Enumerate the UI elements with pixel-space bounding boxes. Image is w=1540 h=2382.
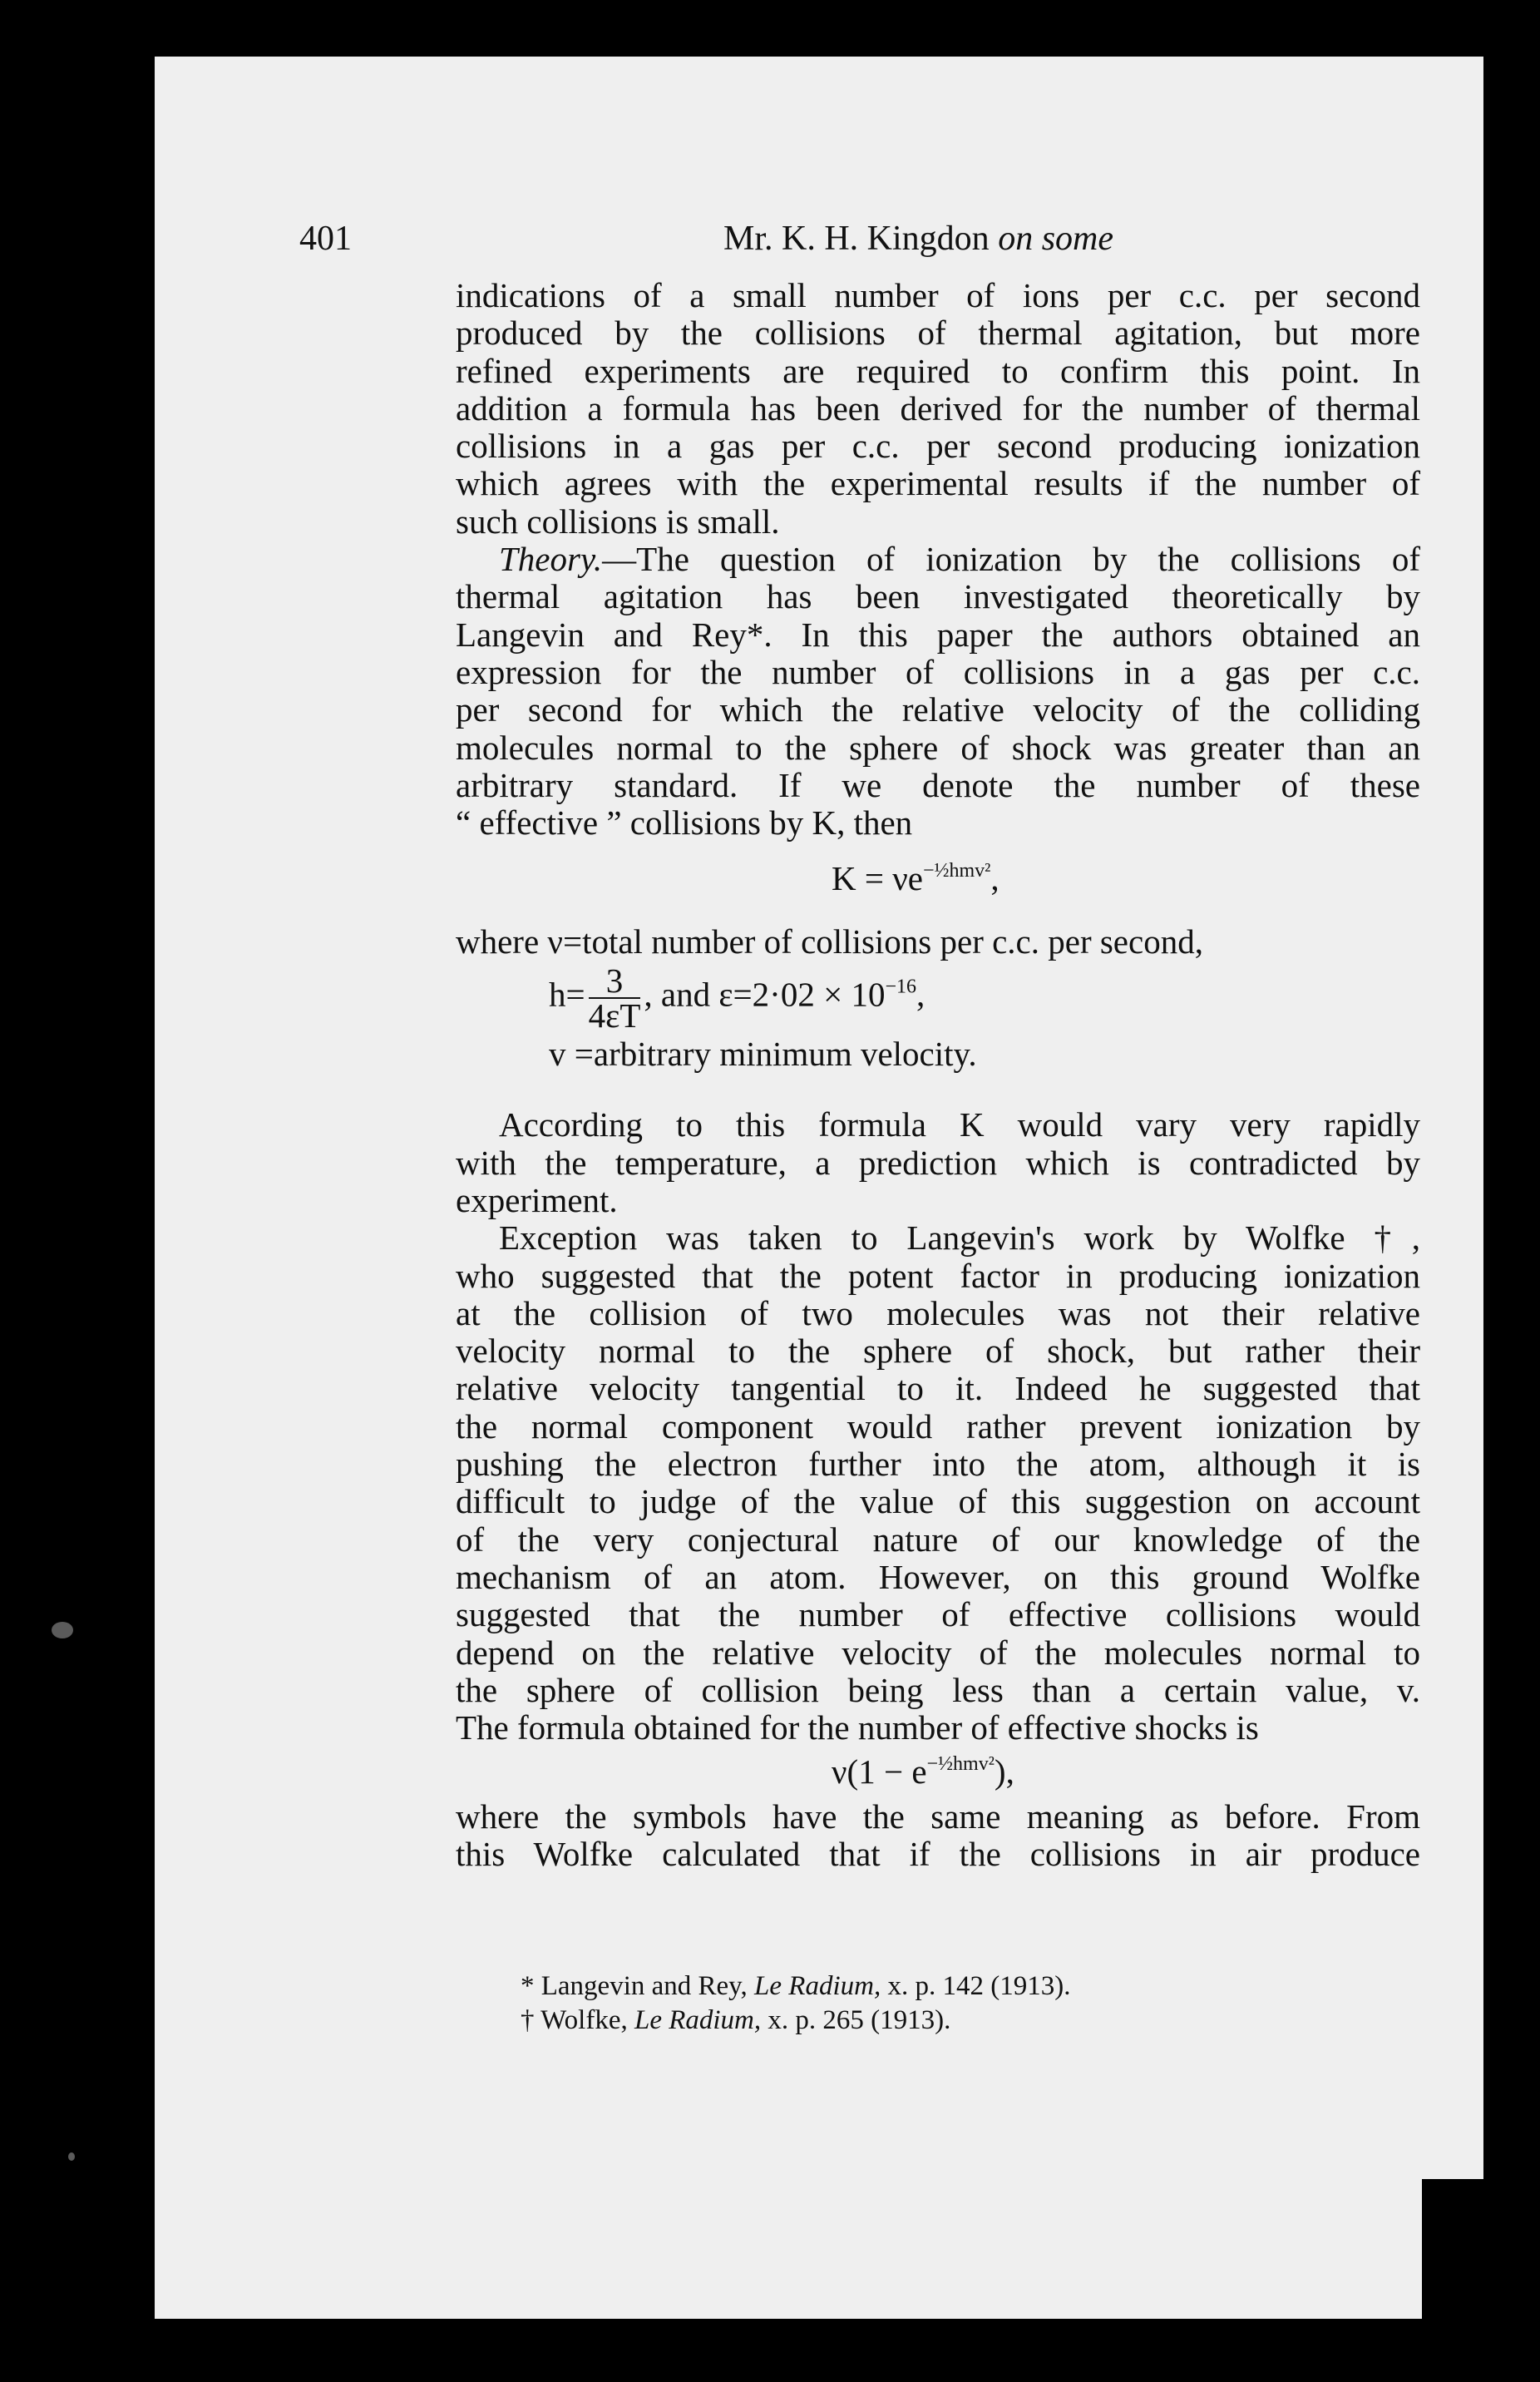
text-line: pushing the electron further into the atom, although it is <box>456 1445 1420 1484</box>
text-line: difficult to judge of the value of this suggestion on account <box>456 1482 1420 1521</box>
text-line: arbitrary standard. If we denote the number of these <box>456 765 1420 804</box>
text-line: at the collision of two molecules was not their relative <box>456 1293 1420 1332</box>
text-line: such collisions is small. <box>456 502 780 541</box>
text-line: this Wolfke calculated that if the collisions in air produce <box>456 1834 1420 1873</box>
footnote: † Wolfke, Le Radium, x. p. 265 (1913). <box>521 2005 951 2035</box>
text-line: “ effective ” collisions by K, then <box>456 803 913 843</box>
text-line: addition a formula has been derived for the number of thermal <box>456 388 1420 427</box>
scan-speck <box>68 2152 75 2161</box>
page-number: 401 <box>299 220 352 258</box>
text-line: velocity normal to the sphere of shock, but rather their <box>456 1332 1420 1371</box>
text-line: relative velocity tangential to it. Indeed he suggested that <box>456 1369 1420 1408</box>
text-line: per second for which the relative velocity of the colliding <box>456 690 1420 729</box>
paragraph-formula <box>456 1106 1420 1219</box>
text-line: of the very conjectural nature of our knowledge of the <box>456 1520 1420 1559</box>
fraction: $\frac{3}{4\varepsilon T}$ <box>588 961 641 1035</box>
text-line: Theory.—The question of ionization by the collisions of <box>499 540 1420 579</box>
text-line: The formula obtained for the number of effective shocks is <box>456 1708 1259 1747</box>
text-line: where ν=total number of collisions per c.c. per second, <box>456 922 1203 961</box>
text-body <box>456 277 1420 1873</box>
text-line: mechanism of an atom. However, on this ground Wolfke <box>456 1557 1420 1596</box>
text-line: with the temperature, a prediction which is contradicted by <box>456 1143 1420 1182</box>
text-line: where the symbols have the same meaning as before. From <box>456 1796 1420 1836</box>
text-line: who suggested that the potent factor in producing ionization <box>456 1256 1420 1295</box>
text-line: molecules normal to the sphere of shock was greater than an <box>456 728 1420 767</box>
footnotes <box>521 1969 1352 2038</box>
text-line: expression for the number of collisions in a gas per c.c. <box>456 652 1420 691</box>
paragraph-theory <box>456 541 1420 842</box>
text-line: Exception was taken to Langevin's work by Wolfke †, <box>499 1218 1420 1258</box>
text-line: collisions in a gas per c.c. per second producing ionization <box>456 427 1420 466</box>
text-line: Langevin and Rey*. In this paper the authors obtained an <box>456 615 1420 654</box>
equation-k: $K = \nu e^{-\frac{1}{2}hmv^2}$, <box>832 859 1000 898</box>
scan-speck <box>52 1622 73 1638</box>
text-line: According to this formula K would vary very rapidly <box>499 1105 1420 1144</box>
text-line: refined experiments are required to confirm this point. In <box>456 351 1420 390</box>
running-title: Mr. K. H. Kingdon on some <box>723 220 1114 258</box>
section-heading-theory: Theory. <box>499 540 603 579</box>
footnote: * Langevin and Rey, Le Radium, x. p. 142 (1913). <box>521 1971 1071 2001</box>
text-line: which agrees with the experimental results if the number of <box>456 464 1420 503</box>
paragraph-wolfke <box>456 1219 1420 1747</box>
equation-h: h= $\frac{3}{4\varepsilon T}$ , and $\varepsilon=2\cdot 02 \times 10^{-16}$, <box>549 961 925 1035</box>
scan-edge-strip <box>1422 2179 1483 2319</box>
equation-v: v =arbitrary minimum velocity. <box>549 1035 977 1074</box>
running-header <box>299 218 1430 259</box>
text-line: produced by the collisions of thermal agitation, but more <box>456 314 1420 353</box>
text-line: suggested that the number of effective collisions would <box>456 1595 1420 1634</box>
text-line: the normal component would rather prevent ionization by <box>456 1406 1420 1446</box>
text-line: thermal agitation has been investigated theoretically by <box>456 577 1420 616</box>
paragraph-intro <box>456 277 1420 541</box>
text-line: experiment. <box>456 1180 618 1219</box>
text-line: indications of a small number of ions per c.c. per second <box>456 276 1420 314</box>
equation-wolfke: $\nu(1 - e^{-\frac{1}{2}hmv^2})$, <box>832 1752 1014 1791</box>
text-line: the sphere of collision being less than a certain value, v. <box>456 1670 1420 1709</box>
text-line: depend on the relative velocity of the molecules normal to <box>456 1633 1420 1672</box>
paragraph-closing <box>456 1798 1420 1874</box>
